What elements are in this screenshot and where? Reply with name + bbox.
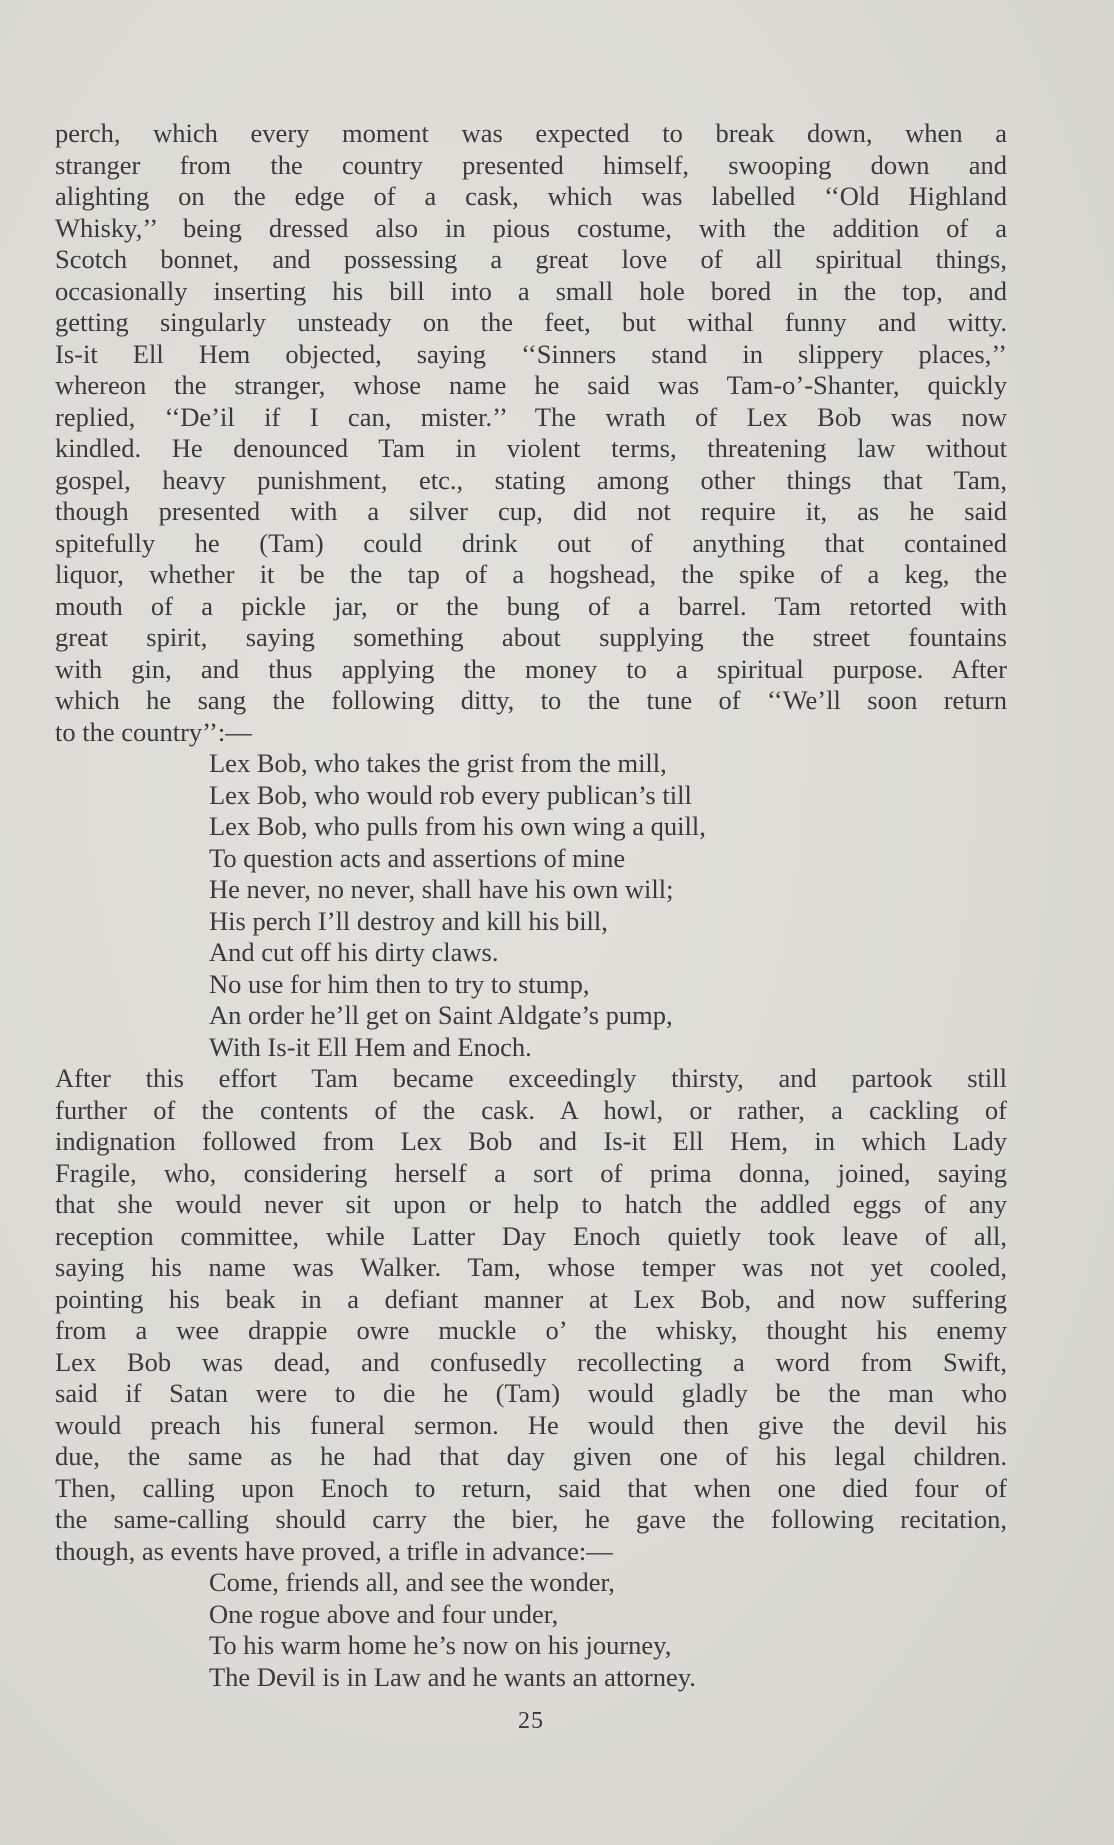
- text-line: liquor, whether it be the tap of a hogshead, the spike of a keg, the: [55, 559, 1007, 589]
- text-line: Fragile, who, considering herself a sort of prima donna, joined, saying: [55, 1157, 1007, 1188]
- verse-line: No use for him then to try to stump,: [209, 968, 590, 999]
- text-line: perch, which every moment was expected to break down, when a: [55, 118, 1007, 148]
- text-line: the same-calling should carry the bier, he gave the following recitation,: [55, 1504, 1007, 1534]
- page-body: [55, 118, 1007, 1693]
- text-line: Whisky,’’ being dressed also in pious costume, with the addition of a: [55, 212, 1007, 243]
- text-line: saying his name was Walker. Tam, whose temper was not yet cooled,: [55, 1252, 1007, 1282]
- text-line: mouth of a pickle jar, or the bung of a barrel. Tam retorted with: [55, 590, 1007, 621]
- text-line: said if Satan were to die he (Tam) would gladly be the man who: [55, 1378, 1007, 1408]
- text-line: After this effort Tam became exceedingly thirsty, and partook still: [55, 1063, 1007, 1093]
- text-line: occasionally inserting his bill into a small hole bored in the top, and: [55, 275, 1007, 306]
- verse-line: Lex Bob, who pulls from his own wing a quill,: [209, 811, 706, 841]
- text-line: that she would never sit upon or help to hatch the addled eggs of any: [55, 1189, 1007, 1219]
- text-line: replied, ‘‘De’il if I can, mister.’’ The wrath of Lex Bob was now: [55, 401, 1007, 432]
- text-line: though, as events have proved, a trifle in advance:—: [55, 1535, 613, 1566]
- verse-line: An order he’ll get on Saint Aldgate’s pump,: [209, 1000, 673, 1030]
- text-line: to the country’’:—: [55, 716, 252, 747]
- text-line: gospel, heavy punishment, etc., stating among other things that Tam,: [55, 464, 1007, 495]
- verse-line: One rogue above and four under,: [209, 1598, 559, 1629]
- text-line: Scotch bonnet, and possessing a great love of all spiritual things,: [55, 244, 1007, 274]
- page-number: 25: [518, 1708, 544, 1734]
- verse-line: And cut off his dirty claws.: [209, 937, 499, 967]
- verse-recitation: [55, 1567, 1007, 1693]
- text-line: alighting on the edge of a cask, which was labelled ‘‘Old Highland: [55, 181, 1007, 211]
- text-line: kindled. He denounced Tam in violent terms, threatening law without: [55, 433, 1007, 463]
- paragraph-1: [55, 118, 1007, 748]
- text-line: Is-it Ell Hem objected, saying ‘‘Sinners stand in slippery places,’’: [55, 338, 1007, 369]
- text-line: Lex Bob was dead, and confusedly recollecting a word from Swift,: [55, 1346, 1007, 1377]
- verse-line: Lex Bob, who takes the grist from the mill,: [209, 748, 667, 778]
- text-line: reception committee, while Latter Day Enoch quietly took leave of all,: [55, 1220, 1007, 1251]
- verse-line: With Is-it Ell Hem and Enoch.: [209, 1031, 532, 1062]
- verse-line: His perch I’ll destroy and kill his bill,: [209, 905, 608, 936]
- text-line: getting singularly unsteady on the feet, but withal funny and witty.: [55, 307, 1007, 337]
- verse-line: He never, no never, shall have his own will;: [209, 874, 674, 904]
- text-line: would preach his funeral sermon. He would then give the devil his: [55, 1409, 1007, 1440]
- text-line: great spirit, saying something about supplying the street fountains: [55, 622, 1007, 652]
- verse-ditty: [55, 748, 1007, 1063]
- text-line: due, the same as he had that day given one of his legal children.: [55, 1441, 1007, 1471]
- text-line: which he sang the following ditty, to the tune of ‘‘We’ll soon return: [55, 685, 1007, 715]
- text-line: though presented with a silver cup, did not require it, as he said: [55, 496, 1007, 526]
- verse-line: Lex Bob, who would rob every publican’s till: [209, 779, 692, 810]
- verse-line: To question acts and assertions of mine: [209, 842, 626, 873]
- text-line: indignation followed from Lex Bob and Is-it Ell Hem, in which Lady: [55, 1126, 1007, 1156]
- verse-line: The Devil is in Law and he wants an attorney.: [209, 1661, 696, 1692]
- text-line: pointing his beak in a defiant manner at Lex Bob, and now suffering: [55, 1283, 1007, 1314]
- paragraph-2: [55, 1063, 1007, 1567]
- verse-line: Come, friends all, and see the wonder,: [209, 1567, 615, 1597]
- text-line: Then, calling upon Enoch to return, said that when one died four of: [55, 1472, 1007, 1503]
- text-line: whereon the stranger, whose name he said was Tam-o’-Shanter, quickly: [55, 370, 1007, 400]
- text-line: with gin, and thus applying the money to a spiritual purpose. After: [55, 653, 1007, 684]
- text-line: spitefully he (Tam) could drink out of anything that contained: [55, 527, 1007, 558]
- text-line: further of the contents of the cask. A howl, or rather, a cackling of: [55, 1094, 1007, 1125]
- text-line: stranger from the country presented himself, swooping down and: [55, 149, 1007, 180]
- text-line: from a wee drappie owre muckle o’ the whisky, thought his enemy: [55, 1315, 1007, 1345]
- verse-line: To his warm home he’s now on his journey,: [209, 1630, 672, 1660]
